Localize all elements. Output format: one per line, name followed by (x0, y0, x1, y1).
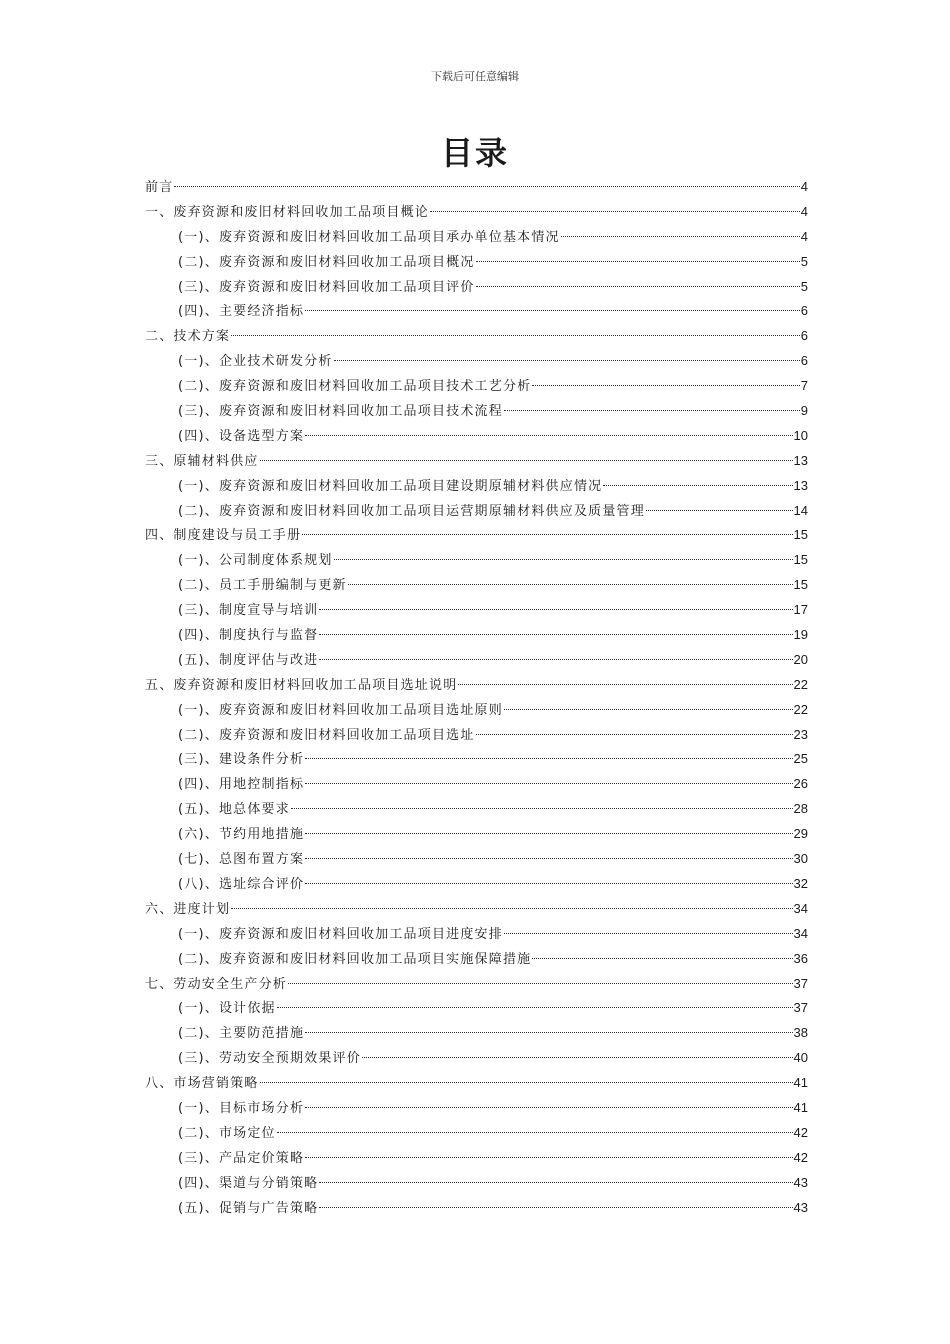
toc-entry[interactable] (145, 399, 808, 424)
toc-entry-page: 17 (793, 602, 808, 618)
toc-entry-page: 40 (793, 1050, 808, 1066)
dot-leader (231, 908, 792, 909)
dot-leader (334, 360, 800, 361)
toc-entry[interactable] (145, 1121, 808, 1146)
toc-entry-page: 43 (793, 1199, 808, 1215)
toc-entry[interactable] (145, 324, 808, 349)
toc-entry-page: 41 (793, 1075, 808, 1091)
toc-entry-page: 9 (800, 403, 808, 419)
toc-entry[interactable] (145, 1096, 808, 1121)
toc-entry[interactable] (145, 349, 808, 374)
toc-entry-page: 22 (793, 701, 808, 717)
toc-entry-label: (五)、促销与广告策略 (178, 1200, 319, 1216)
toc-entry[interactable] (145, 822, 808, 847)
toc-entry-page: 25 (793, 751, 808, 767)
toc-entry[interactable] (145, 523, 808, 548)
toc-entry-page: 5 (800, 278, 808, 294)
dot-leader (305, 758, 792, 759)
toc-entry-page: 23 (793, 726, 808, 742)
toc-entry-page: 15 (793, 527, 808, 543)
toc-entry-page: 15 (793, 577, 808, 593)
toc-entry[interactable] (145, 275, 808, 300)
dot-leader (260, 1082, 793, 1083)
toc-entry[interactable] (145, 225, 808, 250)
toc-entry-label: (三)、制度宣导与培训 (178, 603, 319, 619)
toc-entry-page: 28 (793, 801, 808, 817)
dot-leader (458, 684, 792, 685)
toc-entry[interactable] (145, 573, 808, 598)
toc-entry-label: (一)、目标市场分析 (178, 1100, 305, 1116)
dot-leader (532, 385, 799, 386)
toc-entry-label: (二)、主要防范措施 (178, 1026, 305, 1042)
dot-leader (362, 1057, 793, 1058)
toc-entry-page: 26 (793, 776, 808, 792)
toc-entry-label: (五)、地总体要求 (178, 802, 290, 818)
dot-leader (532, 958, 792, 959)
toc-entry[interactable] (145, 1021, 808, 1046)
toc-entry-page: 5 (800, 253, 808, 269)
toc-entry-label: 三、原辅材料供应 (145, 453, 259, 469)
dot-leader (504, 410, 800, 411)
dot-leader (305, 1107, 792, 1108)
dot-leader (319, 1207, 792, 1208)
toc-entry-label: (三)、产品定价策略 (178, 1150, 305, 1166)
dot-leader (305, 310, 800, 311)
dot-leader (305, 833, 792, 834)
toc-entry-label: (二)、废弃资源和废旧材料回收加工品项目实施保障措施 (178, 951, 532, 967)
dot-leader (561, 236, 800, 237)
toc-entry-label: 前言 (145, 180, 174, 195)
toc-entry-page: 6 (800, 353, 808, 369)
toc-entry[interactable] (145, 723, 808, 748)
toc-entry-page: 4 (800, 203, 808, 219)
toc-entry[interactable] (145, 424, 808, 449)
toc-entry[interactable] (145, 648, 808, 673)
toc-entry-label: (二)、废弃资源和废旧材料回收加工品项目选址 (178, 727, 475, 743)
toc-entry-label: (一)、废弃资源和废旧材料回收加工品项目建设期原辅材料供应情况 (178, 478, 603, 494)
page-title: 目录 (440, 134, 509, 172)
toc-entry[interactable] (145, 747, 808, 772)
toc-entry-label: (一)、公司制度体系规划 (178, 553, 333, 569)
dot-leader (430, 211, 800, 212)
toc-entry-label: (一)、企业技术研发分析 (178, 354, 333, 370)
dot-leader (305, 858, 792, 859)
dot-leader (291, 808, 793, 809)
toc-entry-label: (一)、废弃资源和废旧材料回收加工品项目进度安排 (178, 926, 503, 942)
toc-entry-label: 一、废弃资源和废旧材料回收加工品项目概论 (145, 204, 430, 220)
dot-leader (277, 1132, 793, 1133)
toc-entry-label: (四)、用地控制指标 (178, 777, 305, 793)
dot-leader (302, 534, 792, 535)
toc-entry[interactable] (145, 548, 808, 573)
dot-leader (319, 609, 792, 610)
header-note: 下载后可任意编辑 (431, 70, 519, 83)
toc-entry[interactable] (145, 623, 808, 648)
dot-leader (305, 783, 792, 784)
toc-entry-label: (二)、废弃资源和废旧材料回收加工品项目运营期原辅材料供应及质量管理 (178, 503, 645, 519)
dot-leader (305, 435, 792, 436)
dot-leader (476, 286, 800, 287)
toc-entry-label: (八)、选址综合评价 (178, 876, 305, 892)
toc-entry-label: (二)、市场定位 (178, 1125, 276, 1141)
toc-entry-page: 13 (793, 452, 808, 468)
toc-entry[interactable] (145, 922, 808, 947)
dot-leader (305, 1032, 792, 1033)
toc-entry[interactable] (145, 250, 808, 275)
toc-entry[interactable] (145, 474, 808, 499)
toc-entry-page: 37 (793, 975, 808, 991)
toc-entry-label: 四、制度建设与员工手册 (145, 528, 302, 544)
toc-entry-page: 4 (800, 228, 808, 244)
toc-entry-label: (二)、废弃资源和废旧材料回收加工品项目技术工艺分析 (178, 379, 532, 395)
toc-entry-page: 22 (793, 676, 808, 692)
toc-entry[interactable] (145, 374, 808, 399)
dot-leader (305, 883, 792, 884)
toc-entry-page: 37 (793, 1000, 808, 1016)
toc-entry[interactable] (145, 200, 808, 225)
toc-entry-label: (四)、主要经济指标 (178, 304, 305, 320)
toc-entry[interactable] (145, 449, 808, 474)
dot-leader (277, 1007, 793, 1008)
dot-leader (476, 734, 793, 735)
toc-entry-page: 10 (793, 427, 808, 443)
dot-leader (646, 510, 793, 511)
dot-leader (260, 460, 793, 461)
toc-entry[interactable] (145, 1146, 808, 1171)
dot-leader (174, 186, 799, 187)
toc-entry[interactable] (145, 847, 808, 872)
toc-entry[interactable] (145, 772, 808, 797)
toc-entry[interactable] (145, 499, 808, 524)
toc-entry-page: 6 (800, 303, 808, 319)
toc-entry-label: (二)、员工手册编制与更新 (178, 578, 347, 594)
toc-entry-page: 13 (793, 477, 808, 493)
dot-leader (231, 335, 800, 336)
toc-entry[interactable] (145, 947, 808, 972)
dot-leader (288, 983, 793, 984)
table-of-contents (145, 175, 808, 1220)
toc-entry-label: 五、废弃资源和废旧材料回收加工品项目选址说明 (145, 677, 458, 693)
toc-entry-page: 7 (800, 378, 808, 394)
toc-entry-page: 15 (793, 552, 808, 568)
toc-entry-label: 七、劳动安全生产分析 (145, 976, 288, 992)
toc-entry[interactable] (145, 1196, 808, 1221)
toc-entry[interactable] (145, 299, 808, 324)
toc-entry-page: 30 (793, 851, 808, 867)
dot-leader (504, 709, 793, 710)
toc-entry-page: 6 (800, 328, 808, 344)
dot-leader (319, 634, 792, 635)
toc-entry[interactable] (145, 797, 808, 822)
toc-entry-page: 4 (800, 179, 808, 194)
toc-entry-label: (五)、制度评估与改进 (178, 652, 319, 668)
toc-entry[interactable] (145, 1171, 808, 1196)
toc-entry[interactable] (145, 972, 808, 997)
toc-entry-page: 36 (793, 950, 808, 966)
toc-entry-page: 43 (793, 1174, 808, 1190)
toc-entry-page: 42 (793, 1124, 808, 1140)
toc-entry-page: 42 (793, 1149, 808, 1165)
dot-leader (305, 1157, 792, 1158)
toc-entry[interactable] (145, 1071, 808, 1096)
toc-entry-page: 29 (793, 826, 808, 842)
toc-entry-page: 34 (793, 900, 808, 916)
toc-entry[interactable] (145, 698, 808, 723)
toc-entry-label: (二)、废弃资源和废旧材料回收加工品项目概况 (178, 254, 475, 270)
toc-entry[interactable] (145, 673, 808, 698)
dot-leader (319, 659, 792, 660)
dot-leader (348, 584, 793, 585)
toc-entry[interactable] (145, 996, 808, 1021)
toc-entry[interactable] (145, 897, 808, 922)
toc-entry-label: 二、技术方案 (145, 329, 231, 345)
toc-entry-label: 八、市场营销策略 (145, 1076, 259, 1092)
toc-entry-page: 34 (793, 925, 808, 941)
dot-leader (476, 261, 800, 262)
toc-entry-label: (四)、设备选型方案 (178, 428, 305, 444)
toc-entry-label: 六、进度计划 (145, 901, 231, 917)
toc-entry-label: (一)、设计依据 (178, 1001, 276, 1017)
toc-entry[interactable] (145, 175, 808, 200)
dot-leader (603, 485, 792, 486)
toc-entry[interactable] (145, 872, 808, 897)
toc-entry-page: 19 (793, 627, 808, 643)
toc-entry-label: (三)、废弃资源和废旧材料回收加工品项目评价 (178, 279, 475, 295)
toc-entry[interactable] (145, 598, 808, 623)
toc-entry-label: (一)、废弃资源和废旧材料回收加工品项目选址原则 (178, 702, 503, 718)
dot-leader (334, 559, 793, 560)
toc-entry-page: 32 (793, 875, 808, 891)
toc-entry-page: 20 (793, 651, 808, 667)
toc-entry[interactable] (145, 1046, 808, 1071)
toc-entry-label: (三)、废弃资源和废旧材料回收加工品项目技术流程 (178, 404, 503, 420)
toc-entry-label: (四)、制度执行与监督 (178, 628, 319, 644)
dot-leader (319, 1182, 792, 1183)
toc-entry-label: (七)、总图布置方案 (178, 852, 305, 868)
toc-entry-label: (一)、废弃资源和废旧材料回收加工品项目承办单位基本情况 (178, 229, 560, 245)
toc-entry-page: 41 (793, 1099, 808, 1115)
toc-entry-label: (四)、渠道与分销策略 (178, 1175, 319, 1191)
toc-entry-label: (三)、建设条件分析 (178, 752, 305, 768)
toc-entry-label: (六)、节约用地措施 (178, 827, 305, 843)
toc-entry-label: (三)、劳动安全预期效果评价 (178, 1051, 361, 1067)
dot-leader (504, 933, 793, 934)
toc-entry-page: 38 (793, 1025, 808, 1041)
toc-entry-page: 14 (793, 502, 808, 518)
